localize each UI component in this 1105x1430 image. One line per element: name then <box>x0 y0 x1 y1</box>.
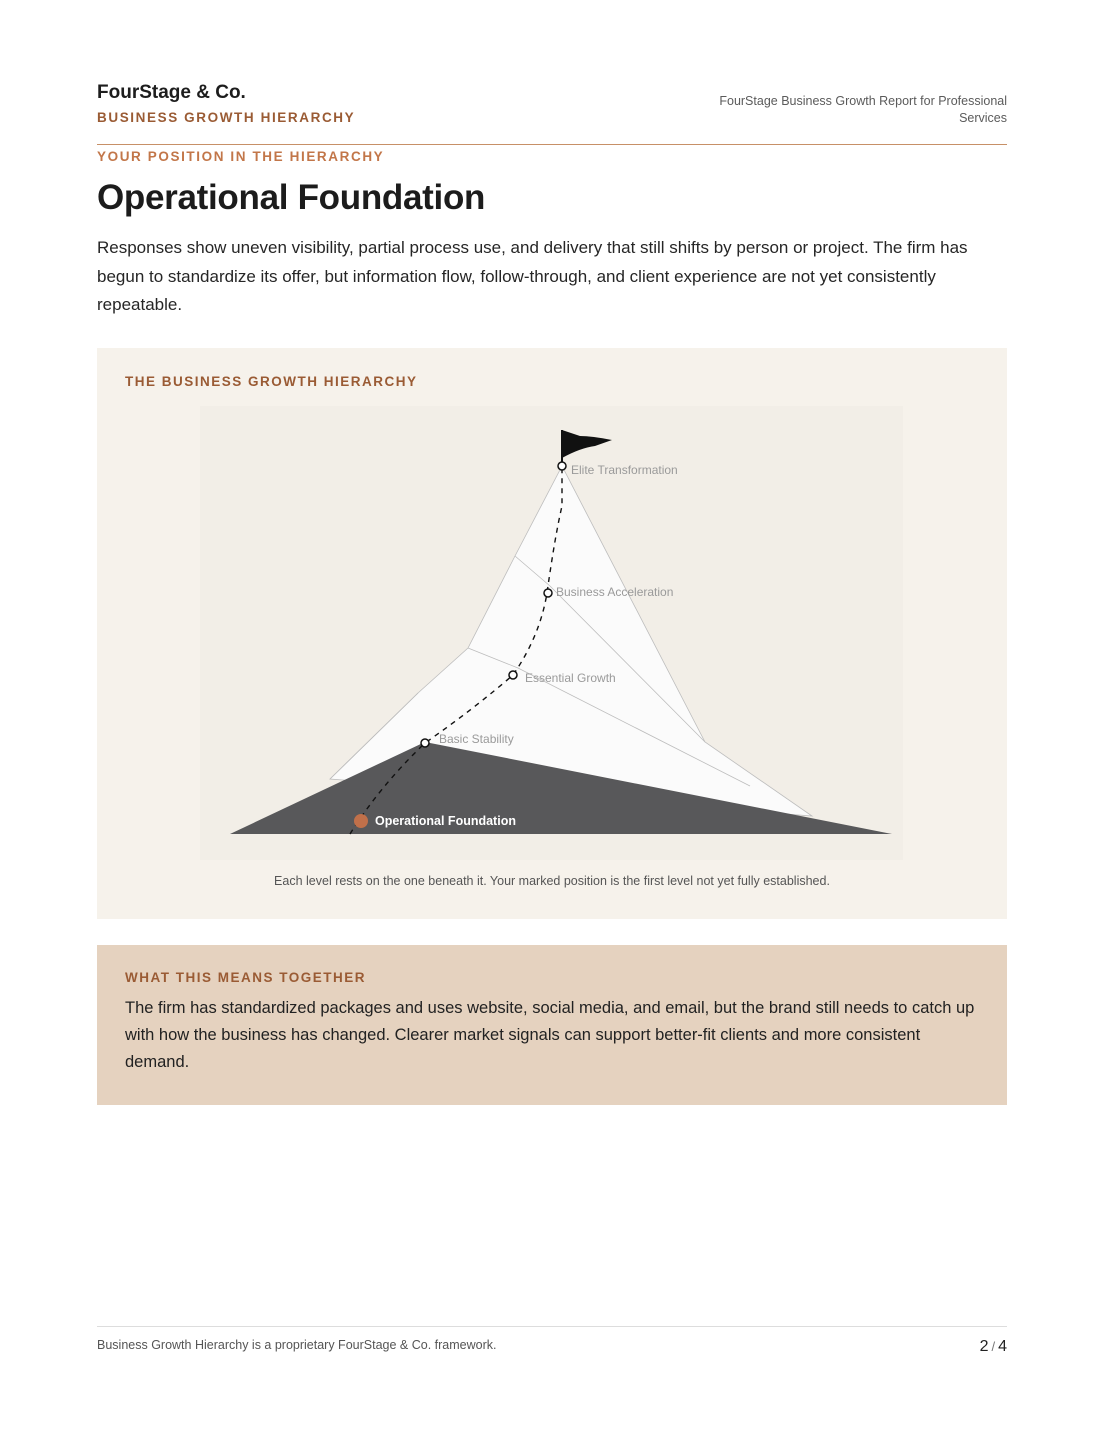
position-eyebrow: YOUR POSITION IN THE HIERARCHY <box>97 149 385 164</box>
milestone-elite-transformation <box>558 462 566 470</box>
meaning-panel <box>97 945 1007 1105</box>
footer-note: Business Growth Hierarchy is a proprietary FourStage & Co. framework. <box>97 1338 497 1352</box>
position-description: Responses show uneven visibility, partial process use, and delivery that still shifts by person or project. The firm has begun to standardize its offer, but information flow, follow-through, and client experience are not yet consistently repeatable. <box>97 238 968 314</box>
current-position-marker <box>354 814 368 828</box>
milestone-business-acceleration <box>544 589 552 597</box>
page-total: 4 <box>998 1338 1007 1355</box>
level-label-operational-foundation: Operational Foundation <box>375 814 516 828</box>
meaning-text: The firm has standardized packages and uses website, social media, and email, but the brand still needs to catch up with how the business has changed. Clearer market signals can support better-fit clients and more consistent demand. <box>125 999 975 1071</box>
footer-divider <box>97 1326 1007 1327</box>
level-label-elite-transformation: Elite Transformation <box>571 463 678 477</box>
page-separator: / <box>991 1339 996 1354</box>
brand-name: FourStage & Co. <box>97 82 246 103</box>
header-divider <box>97 144 1007 145</box>
hierarchy-caption: Each level rests on the one beneath it. Your marked position is the first level not yet fully established. <box>274 874 830 888</box>
level-label-essential-growth: Essential Growth <box>525 671 616 685</box>
page-current: 2 <box>979 1338 989 1355</box>
page-indicator <box>980 1338 1007 1356</box>
brand-subtitle: BUSINESS GROWTH HIERARCHY <box>97 110 356 125</box>
level-label-business-acceleration: Business Acceleration <box>556 585 674 599</box>
level-label-basic-stability: Basic Stability <box>439 732 514 746</box>
position-title: Operational Foundation <box>97 178 486 217</box>
milestone-basic-stability <box>421 739 429 747</box>
report-title: FourStage Business Growth Report for Professional Services <box>719 94 1007 125</box>
hierarchy-panel <box>97 348 1007 919</box>
hierarchy-panel-label: THE BUSINESS GROWTH HIERARCHY <box>125 374 418 389</box>
milestone-essential-growth <box>509 671 517 679</box>
hierarchy-mountain-diagram <box>200 406 903 860</box>
meaning-label: WHAT THIS MEANS TOGETHER <box>125 970 366 985</box>
